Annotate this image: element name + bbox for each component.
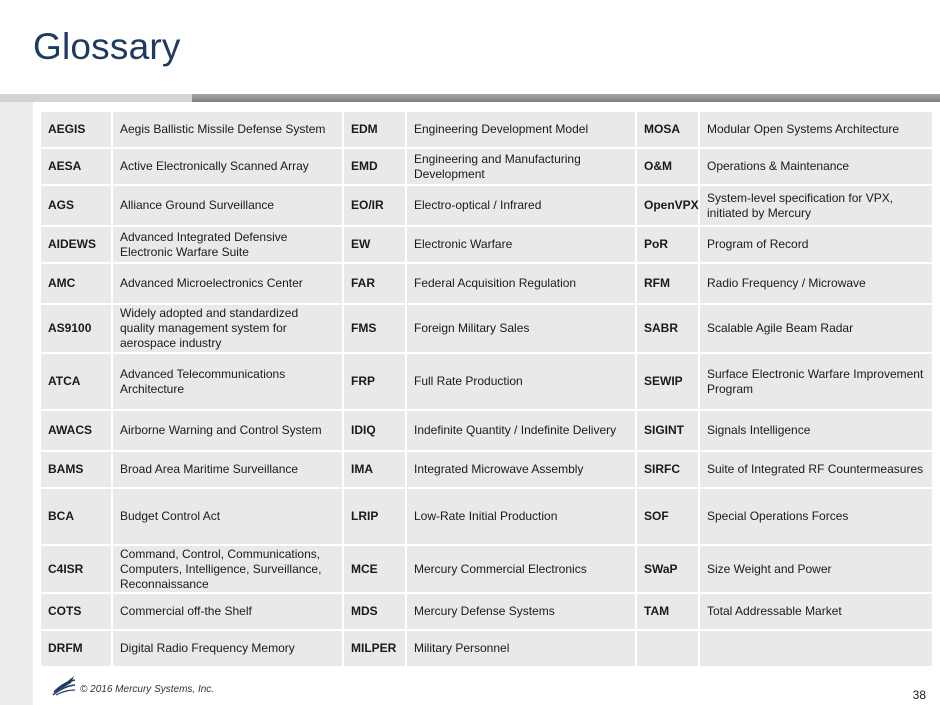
mercury-logo-icon: [50, 674, 76, 696]
glossary-definition: Mercury Defense Systems: [406, 593, 636, 630]
glossary-definition: Low-Rate Initial Production: [406, 488, 636, 545]
table-row: [40, 593, 933, 630]
glossary-term: SOF: [636, 488, 699, 545]
table-row: [40, 148, 933, 185]
glossary-term: AWACS: [40, 410, 112, 451]
glossary-term: PoR: [636, 226, 699, 263]
glossary-term: EMD: [343, 148, 406, 185]
glossary-term: FMS: [343, 304, 406, 353]
glossary-term: O&M: [636, 148, 699, 185]
table-row: [40, 451, 933, 488]
table-row: [40, 263, 933, 304]
glossary-term: FRP: [343, 353, 406, 410]
copyright-footer: © 2016 Mercury Systems, Inc.: [80, 684, 215, 695]
glossary-definition: Digital Radio Frequency Memory: [112, 630, 343, 667]
glossary-definition: Integrated Microwave Assembly: [406, 451, 636, 488]
glossary-term: MCE: [343, 545, 406, 593]
glossary-definition: Alliance Ground Surveillance: [112, 185, 343, 226]
glossary-term: EW: [343, 226, 406, 263]
table-row: [40, 353, 933, 410]
glossary-definition: Engineering and Manufacturing Development: [406, 148, 636, 185]
glossary-definition: Active Electronically Scanned Array: [112, 148, 343, 185]
glossary-definition: [699, 630, 933, 667]
table-row: [40, 410, 933, 451]
glossary-term: BAMS: [40, 451, 112, 488]
glossary-term: LRIP: [343, 488, 406, 545]
table-row: [40, 488, 933, 545]
glossary-definition: Advanced Telecommunications Architecture: [112, 353, 343, 410]
glossary-term: AS9100: [40, 304, 112, 353]
glossary-definition: Total Addressable Market: [699, 593, 933, 630]
glossary-term: OpenVPX: [636, 185, 699, 226]
glossary-term: C4ISR: [40, 545, 112, 593]
glossary-definition: Operations & Maintenance: [699, 148, 933, 185]
glossary-definition: Radio Frequency / Microwave: [699, 263, 933, 304]
glossary-definition: Program of Record: [699, 226, 933, 263]
glossary-definition: Special Operations Forces: [699, 488, 933, 545]
glossary-definition: Budget Control Act: [112, 488, 343, 545]
glossary-term: EDM: [343, 111, 406, 148]
glossary-term: FAR: [343, 263, 406, 304]
glossary-definition: System-level specification for VPX, initiated by Mercury: [699, 185, 933, 226]
glossary-definition: Airborne Warning and Control System: [112, 410, 343, 451]
glossary-definition: Commercial off-the Shelf: [112, 593, 343, 630]
title-divider-light: [0, 94, 192, 102]
glossary-definition: Size Weight and Power: [699, 545, 933, 593]
glossary-term: COTS: [40, 593, 112, 630]
glossary-table: [39, 110, 934, 668]
glossary-definition: Indefinite Quantity / Indefinite Delivery: [406, 410, 636, 451]
glossary-term: AMC: [40, 263, 112, 304]
glossary-term: MOSA: [636, 111, 699, 148]
glossary-definition: Aegis Ballistic Missile Defense System: [112, 111, 343, 148]
glossary-definition: Federal Acquisition Regulation: [406, 263, 636, 304]
glossary-definition: Modular Open Systems Architecture: [699, 111, 933, 148]
glossary-term: SEWIP: [636, 353, 699, 410]
glossary-definition: Electro-optical / Infrared: [406, 185, 636, 226]
glossary-term: AGS: [40, 185, 112, 226]
glossary-term: EO/IR: [343, 185, 406, 226]
table-row: [40, 545, 933, 593]
slide-title: Glossary: [33, 26, 181, 67]
glossary-term: SIRFC: [636, 451, 699, 488]
glossary-term: ATCA: [40, 353, 112, 410]
glossary-term: AEGIS: [40, 111, 112, 148]
glossary-term: IMA: [343, 451, 406, 488]
title-divider-dark: [192, 94, 940, 102]
glossary-definition: Advanced Microelectronics Center: [112, 263, 343, 304]
glossary-term: BCA: [40, 488, 112, 545]
glossary-definition: Scalable Agile Beam Radar: [699, 304, 933, 353]
glossary-term: AESA: [40, 148, 112, 185]
glossary-definition: Suite of Integrated RF Countermeasures: [699, 451, 933, 488]
table-row: [40, 185, 933, 226]
glossary-definition: Widely adopted and standardized quality management system for aerospace industry: [112, 304, 343, 353]
glossary-definition: Mercury Commercial Electronics: [406, 545, 636, 593]
glossary-term: AIDEWS: [40, 226, 112, 263]
glossary-definition: Broad Area Maritime Surveillance: [112, 451, 343, 488]
glossary-definition: Command, Control, Communications, Computers, Intelligence, Surveillance, Reconnaissance: [112, 545, 343, 593]
glossary-term: IDIQ: [343, 410, 406, 451]
glossary-term: MDS: [343, 593, 406, 630]
glossary-term: TAM: [636, 593, 699, 630]
table-row: [40, 226, 933, 263]
glossary-term: MILPER: [343, 630, 406, 667]
glossary-term: SIGINT: [636, 410, 699, 451]
glossary-definition: Military Personnel: [406, 630, 636, 667]
table-row: [40, 630, 933, 667]
glossary-term: RFM: [636, 263, 699, 304]
left-margin-band: [0, 102, 33, 705]
glossary-definition: Surface Electronic Warfare Improvement Program: [699, 353, 933, 410]
page-number: 38: [912, 688, 926, 702]
table-row: [40, 304, 933, 353]
glossary-definition: Foreign Military Sales: [406, 304, 636, 353]
glossary-term: SABR: [636, 304, 699, 353]
glossary-definition: Signals Intelligence: [699, 410, 933, 451]
glossary-term: SWaP: [636, 545, 699, 593]
glossary-definition: Full Rate Production: [406, 353, 636, 410]
glossary-term: [636, 630, 699, 667]
glossary-definition: Engineering Development Model: [406, 111, 636, 148]
glossary-term: DRFM: [40, 630, 112, 667]
table-row: [40, 111, 933, 148]
glossary-definition: Advanced Integrated Defensive Electronic Warfare Suite: [112, 226, 343, 263]
glossary-definition: Electronic Warfare: [406, 226, 636, 263]
